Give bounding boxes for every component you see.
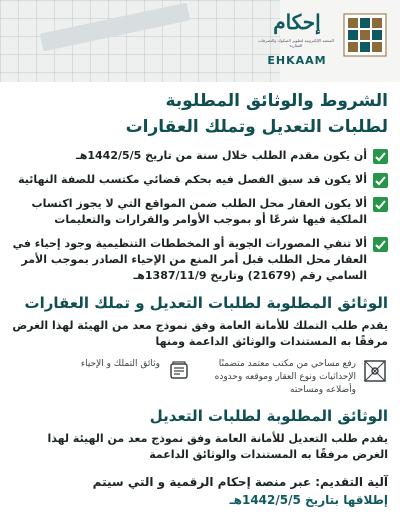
checkmark-icon	[373, 173, 388, 188]
condition-item	[12, 172, 388, 188]
survey-map-icon	[362, 358, 388, 384]
pencil-graphic	[40, 3, 190, 52]
section1-title: الوثائق المطلوبة لطلبات التعديل و تملك العقارات	[24, 294, 388, 312]
page-title	[12, 88, 388, 140]
logo-mark-icon	[342, 12, 388, 58]
header-banner	[0, 0, 400, 82]
condition-text: ألا يكون قد سبق الفصل فيه بحكم قضائي مكتسب للصفة النهائية	[18, 173, 367, 186]
footer-line-2: إطلاقها بتاريخ 1442/5/5هـ	[229, 493, 388, 507]
section2-title: الوثائق المطلوبة لطلبات التعديل	[149, 407, 388, 425]
title-line-1: الشروط والوثائق المطلوبة	[165, 91, 388, 111]
checkmark-icon	[373, 149, 388, 164]
footer-line-1: آلية التقديم: عبر منصة إحكام الرقمية و التي سيتم	[92, 475, 388, 489]
doc-text: وثائق التملك و الإحياء	[80, 359, 160, 369]
condition-text: ألا يكون العقار محل الطلب ضمن المواقع التي لا يجوز اكتساب الملكية فيها شرعًا أو بموجب الأوامر والقرارات والتعليمات	[31, 197, 367, 226]
conditions-list	[12, 148, 388, 284]
logo-english-text: EHKAAM	[267, 54, 327, 67]
checkmark-icon	[373, 197, 388, 212]
title-line-2: لطلبات التعديل وتملك العقارات	[125, 117, 388, 137]
ehkaam-logo	[248, 6, 388, 76]
doc-item-survey	[208, 358, 388, 397]
condition-item	[12, 148, 388, 164]
logo-tagline: المنصة الإلكترونية لتطوير الصكوك والتصرفات العقارية	[258, 38, 334, 48]
condition-item	[12, 196, 388, 228]
checkmark-icon	[373, 237, 388, 252]
condition-item	[12, 236, 388, 284]
document-stack-icon	[166, 358, 192, 384]
required-documents	[12, 358, 388, 397]
condition-text: أن يكون مقدم الطلب خلال سنة من تاريخ 1442/5/5هـ	[75, 149, 367, 162]
doc-text: رفع مساحي من مكتب معتمد متضمنًا الإحداثيات ونوع العقار وموقعه وحدوده وأضلاعه ومساحته	[214, 359, 356, 395]
doc-item-ownership	[12, 358, 192, 397]
condition-text: ألا تنفي المصورات الجوية أو المخططات التنظيمية وجود إحياء في العقار محل الطلب قبل أمر المنع من الإحياء الصادر بموجب الأمر السامي رقم (21679) وتاريخ 1387/11/9هـ	[12, 237, 367, 282]
section2-body: يقدم طلب التعديل للأمانة العامة وفق نموذج معد من الهيئة لهذا الغرض مرفقًا به المستندات والوثائق الداعمة	[47, 432, 388, 461]
submission-mechanism	[12, 473, 388, 509]
blueprint-background	[0, 0, 280, 82]
section1-body: يقدم طلب التملك للأمانة العامة وفق نموذج معد من الهيئة لهذا الغرض مرفقًا به المستندات والوثائق الداعمة ومنها	[12, 319, 388, 348]
logo-arabic-text: إحكام	[273, 10, 321, 34]
